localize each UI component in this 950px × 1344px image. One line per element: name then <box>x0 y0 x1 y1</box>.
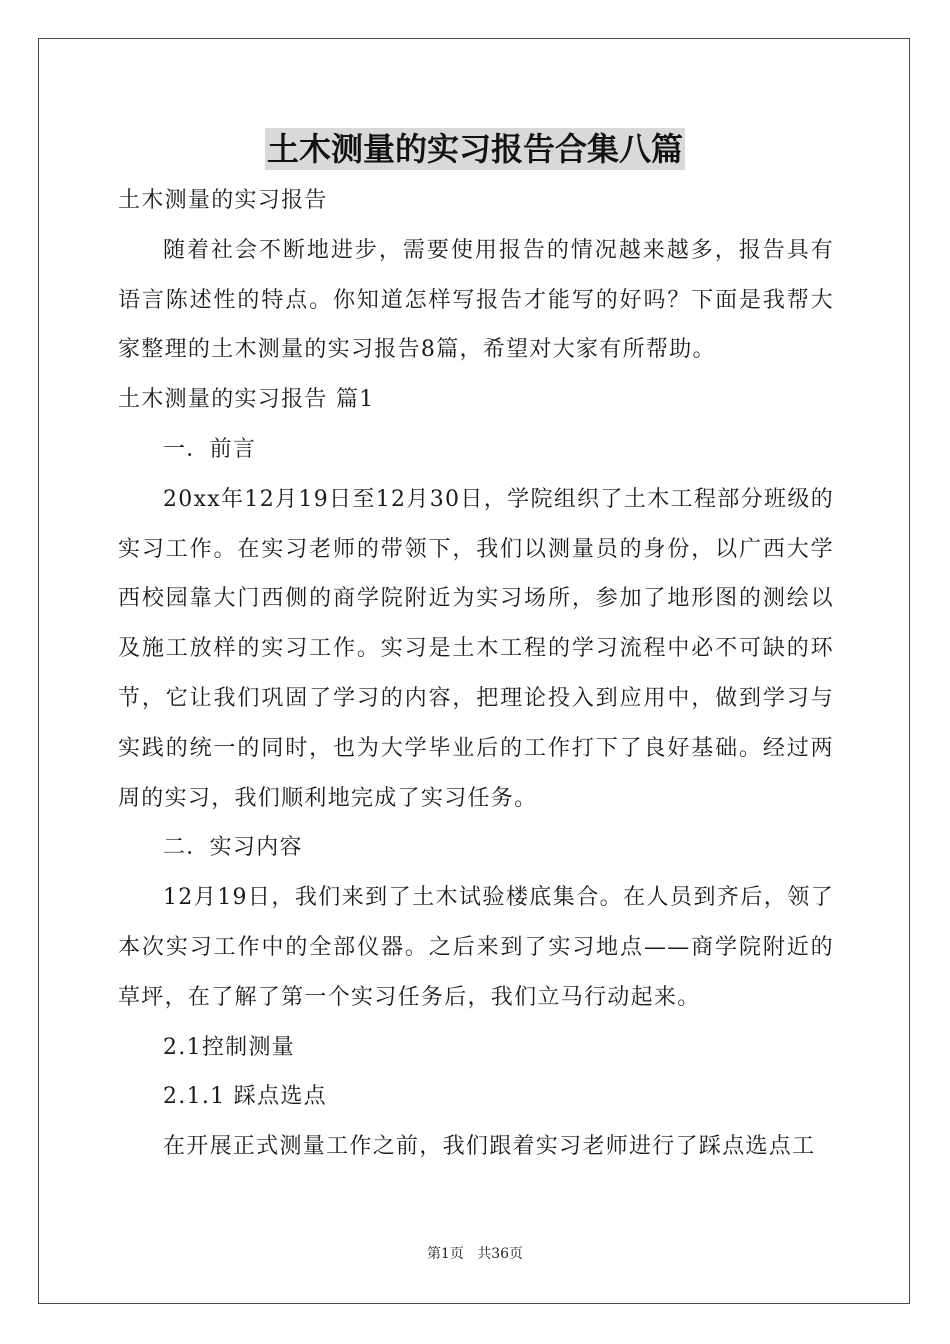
paragraph: 12月19日，我们来到了土木试验楼底集合。在人员到齐后，领了本次实习工作中的全部仪器。之后来到了实习地点——商学院附近的草坪，在了解了第一个实习任务后，我们立马行动起来。 <box>118 885 834 1010</box>
page-footer <box>0 1244 950 1264</box>
paragraph: 随着社会不断地进步，需要使用报告的情况越来越多，报告具有语言陈述性的特点。你知道怎样写报告才能写的好吗？下面是我帮大家整理的土木测量的实习报告8篇，希望对大家有所帮助。 <box>118 237 834 363</box>
title-container <box>0 128 950 170</box>
paragraph: 2.1.1 踩点选点 <box>163 1084 327 1110</box>
document-body <box>118 176 834 1172</box>
paragraph: 一．前言 <box>163 436 257 462</box>
footer-spacer <box>464 1246 477 1262</box>
page-number: 第1页 <box>426 1246 464 1262</box>
paragraph: 20xx年12月19日至12月30日，学院组织了土木工程部分班级的实习工作。在实习老师的带领下，我们以测量员的身份，以广西大学西校园靠大门西侧的商学院附近为实习场所，参加了地形图的测绘以及施工放样的实习工作。实习是土木工程的学习流程中必不可缺的环节，它让我们巩固了学习的内容，把理论投入到应用中，做到学习与实践的统一的同时，也为大学毕业后的工作打下了良好基础。经过两周的实习，我们顺利地完成了实习任务。 <box>118 486 834 811</box>
total-pages: 共36页 <box>477 1246 524 1262</box>
paragraph: 土木测量的实习报告 <box>118 188 328 213</box>
paragraph: 在开展正式测量工作之前，我们跟着实习老师进行了踩点选点工 <box>163 1134 816 1160</box>
document-title: 土木测量的实习报告合集八篇 <box>266 130 683 168</box>
paragraph: 2.1控制测量 <box>163 1034 296 1060</box>
paragraph: 二．实习内容 <box>163 835 303 861</box>
paragraph: 土木测量的实习报告 篇1 <box>118 387 375 413</box>
